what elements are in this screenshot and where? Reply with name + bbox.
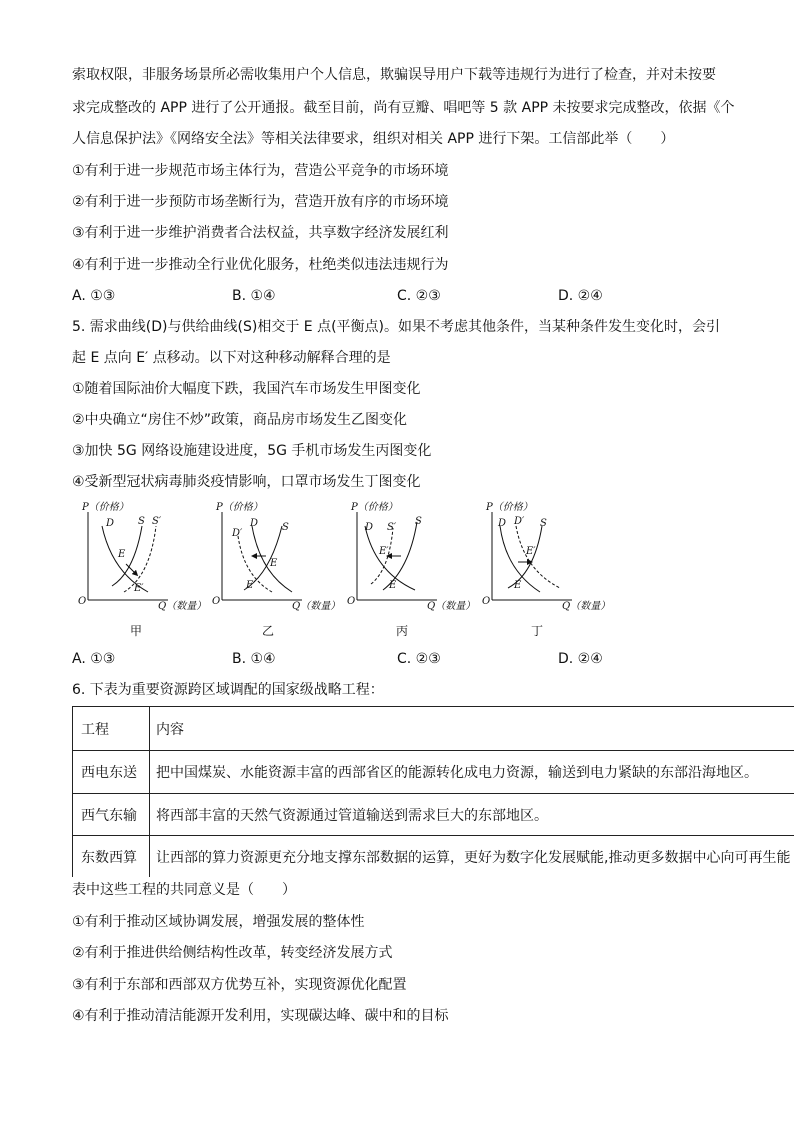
origin-label: O bbox=[347, 596, 356, 607]
q6-statement: ④有利于推动清洁能源开发利用，实现碳达峰、碳中和的目标 bbox=[72, 1008, 449, 1024]
graph-caption-bing: 丙 bbox=[396, 624, 409, 638]
table-cell-content: 让西部的算力资源更充分地支撑东部数据的运算，更好为数字化发展赋能,推动更多数据中心向可再生能 bbox=[150, 836, 794, 878]
p-axis-label: P（价格） bbox=[486, 502, 533, 513]
q4-option-b[interactable]: B. ①④ bbox=[232, 288, 276, 304]
graph-caption-yi: 乙 bbox=[262, 624, 275, 638]
table-cell-project: 西电东送 bbox=[73, 751, 150, 794]
supply-label: S bbox=[415, 516, 422, 527]
q4-option-d[interactable]: D. ②④ bbox=[558, 288, 603, 304]
q-axis-label: Q（数量） bbox=[427, 601, 476, 612]
q5-stem-line: 起 E 点向 E′ 点移动。以下对这种移动解释合理的是 bbox=[72, 350, 391, 366]
demand-prime-label: D′ bbox=[232, 528, 243, 539]
q5-statement: ①随着国际油价大幅度下跌，我国汽车市场发生甲图变化 bbox=[72, 381, 421, 397]
q5-options bbox=[72, 651, 772, 667]
origin-label: O bbox=[482, 596, 491, 607]
q5-statement: ④受新型冠状病毒肺炎疫情影响，口罩市场发生丁图变化 bbox=[72, 474, 421, 490]
table-header-row bbox=[73, 707, 794, 751]
table-header-cell: 工程 bbox=[73, 707, 150, 751]
q-axis-label: Q（数量） bbox=[292, 601, 341, 612]
equilibrium-label: E bbox=[270, 558, 278, 569]
q5-statement: ③加快 5G 网络设施建设进度，5G 手机市场发生丙图变化 bbox=[72, 443, 432, 459]
graph-yi bbox=[210, 500, 350, 640]
supply-curve bbox=[112, 526, 142, 586]
p-axis-label: P（价格） bbox=[351, 502, 398, 513]
equilibrium-prime-label: E′ bbox=[134, 583, 144, 594]
table-cell-project: 西气东输 bbox=[73, 794, 150, 836]
graph-caption-jia: 甲 bbox=[130, 624, 143, 638]
p-axis-label: P（价格） bbox=[216, 502, 263, 513]
demand-label: D bbox=[250, 518, 259, 529]
q4-stem-line: 索取权限，非服务场景所必需收集用户个人信息，欺骗误导用户下载等违规行为进行了检查，并对未按要 bbox=[72, 67, 716, 83]
graph-yi-svg bbox=[210, 500, 350, 615]
graph-ding-svg bbox=[480, 500, 620, 615]
origin-label: O bbox=[212, 596, 221, 607]
equilibrium-label: E bbox=[118, 549, 126, 560]
table-cell-project: 东数西算 bbox=[73, 836, 150, 878]
q6-table bbox=[72, 706, 794, 877]
q5-option-c[interactable]: C. ②③ bbox=[397, 651, 441, 667]
demand-label: D bbox=[106, 518, 115, 529]
table-cell-content: 把中国煤炭、水能资源丰富的西部省区的能源转化成电力资源，输送到电力紧缺的东部沿海地区。 bbox=[150, 751, 794, 794]
q-axis-label: Q（数量） bbox=[562, 601, 611, 612]
q4-option-a[interactable]: A. ①③ bbox=[72, 288, 116, 304]
q6-question: 表中这些工程的共同意义是（ ） bbox=[72, 882, 296, 898]
equilibrium-prime-label: E′ bbox=[379, 546, 389, 557]
q5-stem-line: 5. 需求曲线(D)与供给曲线(S)相交于 E 点(平衡点)。如果不考虑其他条件，当某种条件发生变化时，会引 bbox=[72, 319, 720, 335]
q5-option-d[interactable]: D. ②④ bbox=[558, 651, 603, 667]
q5-statement: ②中央确立“房住不炒”政策，商品房市场发生乙图变化 bbox=[72, 412, 408, 428]
supply-prime-label: S′ bbox=[387, 522, 397, 533]
p-axis-label: P（价格） bbox=[82, 502, 129, 513]
supply-label: S bbox=[282, 522, 289, 533]
equilibrium-label: E bbox=[514, 580, 522, 591]
demand-label: D bbox=[498, 518, 507, 529]
q4-statement: ④有利于进一步推动全行业优化服务，杜绝类似违法违规行为 bbox=[72, 257, 449, 273]
supply-prime-label: S′ bbox=[152, 516, 162, 527]
q4-option-c[interactable]: C. ②③ bbox=[397, 288, 441, 304]
q-axis-label: Q（数量） bbox=[158, 601, 207, 612]
origin-label: O bbox=[78, 596, 87, 607]
graph-bing bbox=[345, 500, 485, 640]
equilibrium-prime-label: E′ bbox=[246, 580, 256, 591]
q4-stem-line: 人信息保护法》《网络安全法》等相关法律要求，组织对相关 APP 进行下架。工信部此举（ ） bbox=[72, 131, 675, 147]
graph-bing-svg bbox=[345, 500, 485, 615]
q6-stem: 6. 下表为重要资源跨区域调配的国家级战略工程： bbox=[72, 682, 384, 698]
table-header-cell: 内容 bbox=[150, 707, 794, 751]
demand-prime-label: D′ bbox=[514, 516, 525, 527]
q6-statement: ③有利于东部和西部双方优势互补，实现资源优化配置 bbox=[72, 977, 407, 993]
q5-option-b[interactable]: B. ①④ bbox=[232, 651, 276, 667]
q6-statement: ②有利于推进供给侧结构性改革，转变经济发展方式 bbox=[72, 945, 393, 961]
q4-options bbox=[72, 288, 772, 304]
graph-jia-svg bbox=[76, 500, 216, 615]
table-row bbox=[73, 794, 794, 836]
graph-jia bbox=[76, 500, 216, 640]
table-row bbox=[73, 751, 794, 794]
q6-statement: ①有利于推动区域协调发展，增强发展的整体性 bbox=[72, 914, 365, 930]
table-cell-content: 将西部丰富的天然气资源通过管道输送到需求巨大的东部地区。 bbox=[150, 794, 794, 836]
table-row bbox=[73, 836, 794, 878]
q4-statement: ③有利于进一步维护消费者合法权益，共享数字经济发展红利 bbox=[72, 225, 449, 241]
supply-curve bbox=[508, 526, 542, 588]
equilibrium-label: E bbox=[389, 580, 397, 591]
q5-option-a[interactable]: A. ①③ bbox=[72, 651, 116, 667]
q4-statement: ①有利于进一步规范市场主体行为，营造公平竞争的市场环境 bbox=[72, 163, 449, 179]
graph-caption-ding: 丁 bbox=[531, 624, 544, 638]
q4-stem-line: 求完成整改的 APP 进行了公开通报。截至目前，尚有豆瓣、唱吧等 5 款 APP 未按要求完成整改，依据《个 bbox=[72, 100, 735, 116]
demand-label: D bbox=[365, 522, 374, 533]
q4-statement: ②有利于进一步预防市场垄断行为，营造开放有序的市场环境 bbox=[72, 194, 449, 210]
q6-table-container bbox=[72, 705, 794, 877]
supply-label: S bbox=[138, 516, 145, 527]
supply-label: S bbox=[540, 518, 547, 529]
demand-curve-shifted bbox=[516, 526, 560, 588]
graph-ding bbox=[480, 500, 620, 640]
equilibrium-prime-label: E′ bbox=[526, 546, 536, 557]
